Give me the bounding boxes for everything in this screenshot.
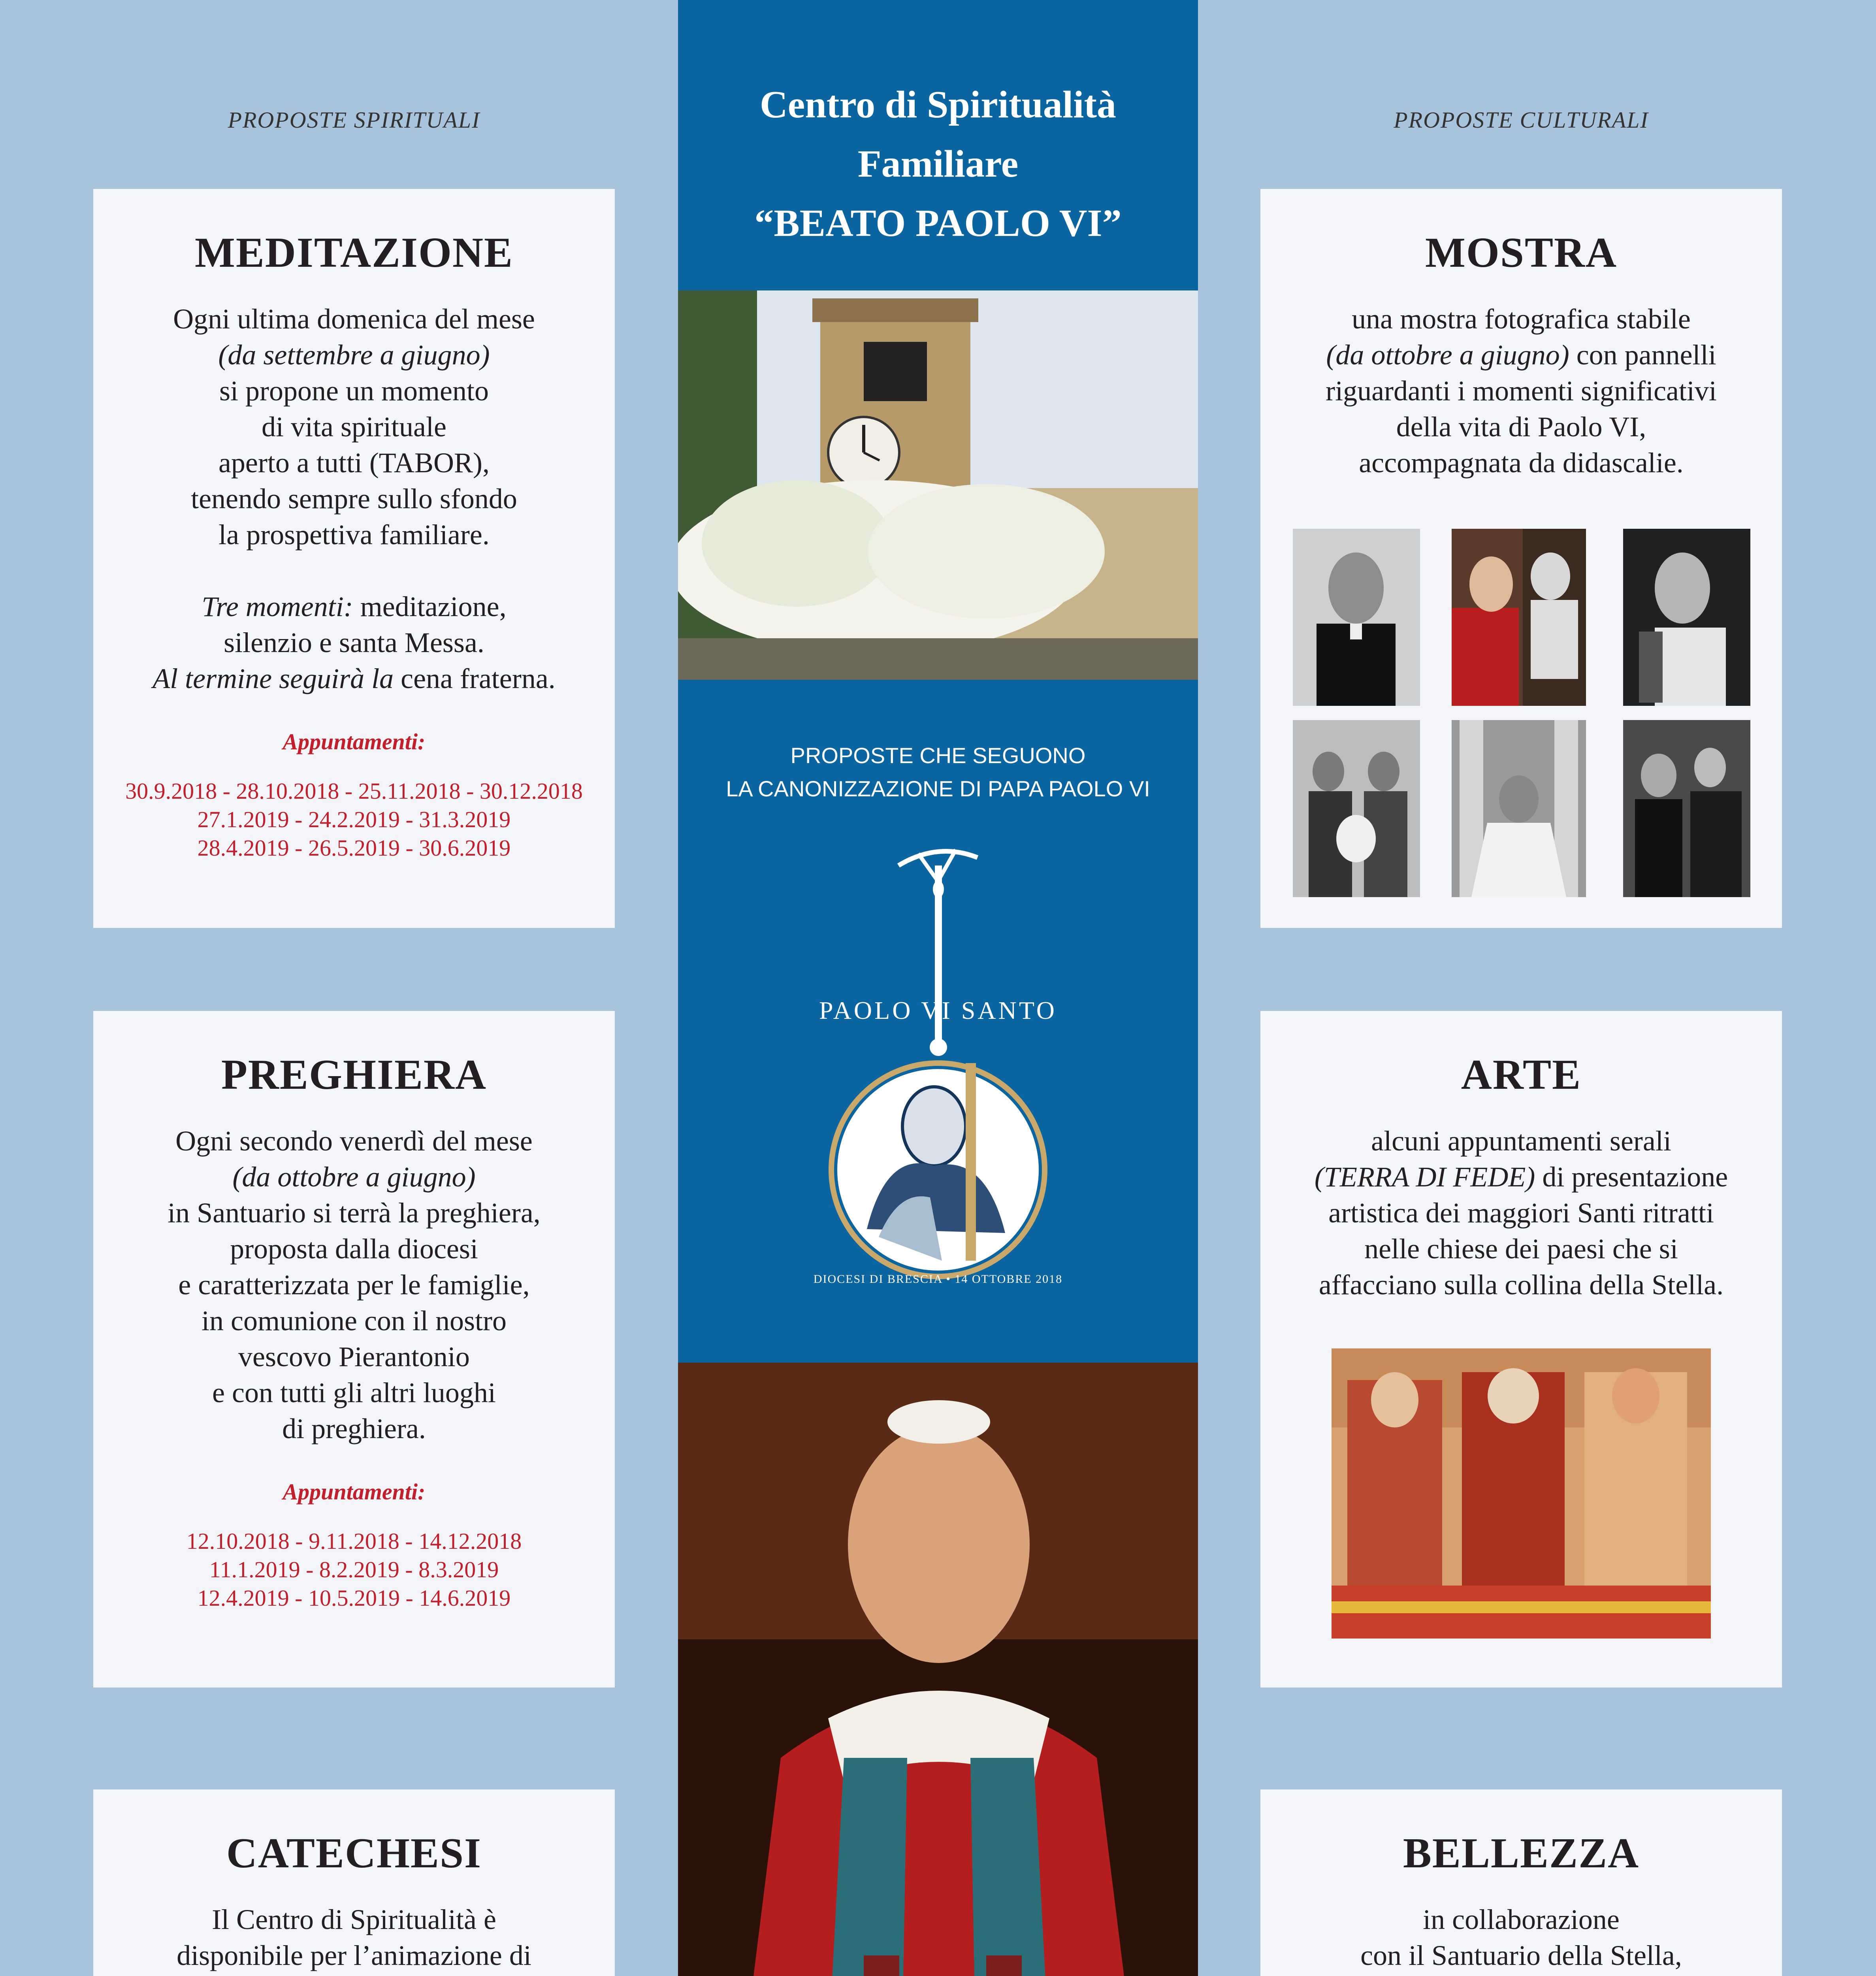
preghiera-card	[93, 1011, 615, 1688]
date-line: 28.4.2019 - 26.5.2019 - 30.6.2019	[197, 835, 511, 861]
meditazione-card	[93, 189, 615, 928]
meditazione-line: di vita spirituale	[262, 411, 446, 443]
meditazione-line: tenendo sempre sullo sfondo	[191, 483, 517, 515]
arte-line: nelle chiese dei paesi che si	[1364, 1233, 1678, 1265]
mostra-line: una mostra fotografica stabile	[1352, 303, 1691, 335]
preghiera-line: Ogni secondo venerdì del mese	[175, 1125, 533, 1157]
historic-photo-2	[1452, 529, 1586, 706]
catechesi-line: disponibile per l’animazione di	[177, 1940, 531, 1971]
bellezza-text	[1260, 1902, 1782, 1976]
preghiera-line: vescovo Pierantonio	[238, 1341, 470, 1373]
preghiera-line: e con tutti gli altri luoghi	[212, 1377, 496, 1408]
preghiera-text	[93, 1123, 615, 1447]
date-line: 12.10.2018 - 9.11.2018 - 14.12.2018	[186, 1528, 522, 1554]
preghiera-line: di preghiera.	[282, 1413, 426, 1444]
tagline	[678, 739, 1198, 805]
title-line: Familiare	[857, 143, 1019, 185]
meditazione-line: Ogni ultima domenica del mese	[173, 303, 535, 335]
arte-text	[1260, 1123, 1782, 1303]
bellezza-title: BELLEZZA	[1403, 1830, 1640, 1877]
bellezza-line	[1260, 1974, 1782, 1976]
bellezza-line: con il Santuario della Stella,	[1360, 1940, 1682, 1971]
preghiera-title: PREGHIERA	[221, 1051, 487, 1098]
historic-photo-1	[1293, 529, 1420, 706]
mostra-line: accompagnata da didascalie.	[1359, 447, 1684, 479]
arte-line: alcuni appuntamenti serali	[1371, 1125, 1671, 1157]
preghiera-line: in comunione con il nostro	[202, 1305, 507, 1337]
meditazione-line: silenzio e santa Messa.	[224, 627, 484, 658]
tagline-line: PROPOSTE CHE SEGUONO	[790, 743, 1086, 768]
mostra-line: riguardanti i momenti significativi	[1326, 375, 1717, 407]
catechesi-title: CATECHESI	[226, 1830, 482, 1877]
bellezza-card	[1260, 1789, 1782, 1976]
arte-line: affacciano sulla collina della Stella.	[1318, 1269, 1724, 1301]
bellezza-line: in collaborazione	[1423, 1904, 1620, 1935]
logo-bottom-text: DIOCESI DI BRESCIA • 14 OTTOBRE 2018	[813, 1273, 1063, 1286]
meditazione-line: aperto a tutti (TABOR),	[218, 447, 490, 479]
logo-ring-text: PAOLO VI SANTO	[819, 996, 1057, 1024]
meditazione-dates	[93, 777, 615, 862]
meditazione-line: si propone un momento	[219, 375, 489, 407]
historic-photo-3	[1623, 529, 1750, 706]
meditazione-line: (da settembre a giugno)	[218, 339, 490, 371]
historic-photo-5	[1452, 720, 1586, 897]
pope-portrait-photo	[678, 1363, 1198, 1976]
historic-photo-6	[1623, 720, 1750, 897]
date-line: 12.4.2019 - 10.5.2019 - 14.6.2019	[197, 1585, 511, 1611]
mostra-line: (da ottobre a giugno) con pannelli	[1326, 339, 1716, 371]
preghiera-line: e caratterizzata per le famiglie,	[178, 1269, 530, 1301]
mostra-line: della vita di Paolo VI,	[1396, 411, 1646, 443]
center-title	[678, 75, 1198, 253]
arte-line: artistica dei maggiori Santi ritratti	[1328, 1197, 1714, 1229]
historic-photo-4	[1293, 720, 1420, 897]
date-line: 27.1.2019 - 24.2.2019 - 31.3.2019	[197, 807, 511, 832]
right-column-label: PROPOSTE CULTURALI	[1394, 107, 1649, 133]
meditazione-title: MEDITAZIONE	[194, 229, 514, 276]
arte-line: (TERRA DI FEDE) di presentazione	[1314, 1161, 1728, 1193]
fresco-image	[1332, 1348, 1711, 1638]
tagline-line: LA CANONIZZAZIONE DI PAPA PAOLO VI	[726, 776, 1150, 801]
left-column-label: PROPOSTE SPIRITUALI	[228, 107, 480, 133]
meditazione-line: Tre momenti: meditazione,	[202, 591, 507, 622]
date-line: 11.1.2019 - 8.2.2019 - 8.3.2019	[209, 1557, 499, 1582]
preghiera-dates	[93, 1527, 615, 1612]
meditazione-appointments-label: Appuntamenti:	[283, 729, 426, 754]
preghiera-line: in Santuario si terrà la preghiera,	[168, 1197, 541, 1229]
center-column	[678, 0, 1198, 1976]
catechesi-card	[93, 1789, 615, 1976]
preghiera-line: (da ottobre a giugno)	[232, 1161, 476, 1193]
paolo-vi-santo-logo	[800, 842, 1076, 1288]
meditazione-line: la prospettiva familiare.	[218, 519, 490, 551]
arte-title: ARTE	[1461, 1051, 1582, 1098]
catechesi-text	[93, 1902, 615, 1976]
meditazione-line: Al termine seguirà la cena fraterna.	[153, 663, 556, 694]
title-line: Centro di Spiritualità	[759, 83, 1117, 126]
catechesi-line	[93, 1974, 615, 1976]
meditazione-text	[93, 301, 615, 697]
catechesi-line: Il Centro di Spiritualità è	[212, 1904, 496, 1935]
title-line: “BEATO PAOLO VI”	[754, 202, 1122, 245]
mostra-text	[1260, 301, 1782, 481]
mostra-title: MOSTRA	[1425, 229, 1618, 276]
preghiera-appointments-label: Appuntamenti:	[283, 1479, 426, 1505]
date-line: 30.9.2018 - 28.10.2018 - 25.11.2018 - 30.12.2018	[125, 778, 583, 804]
bell-tower-photo	[678, 290, 1198, 680]
preghiera-line: proposta dalla diocesi	[230, 1233, 478, 1265]
